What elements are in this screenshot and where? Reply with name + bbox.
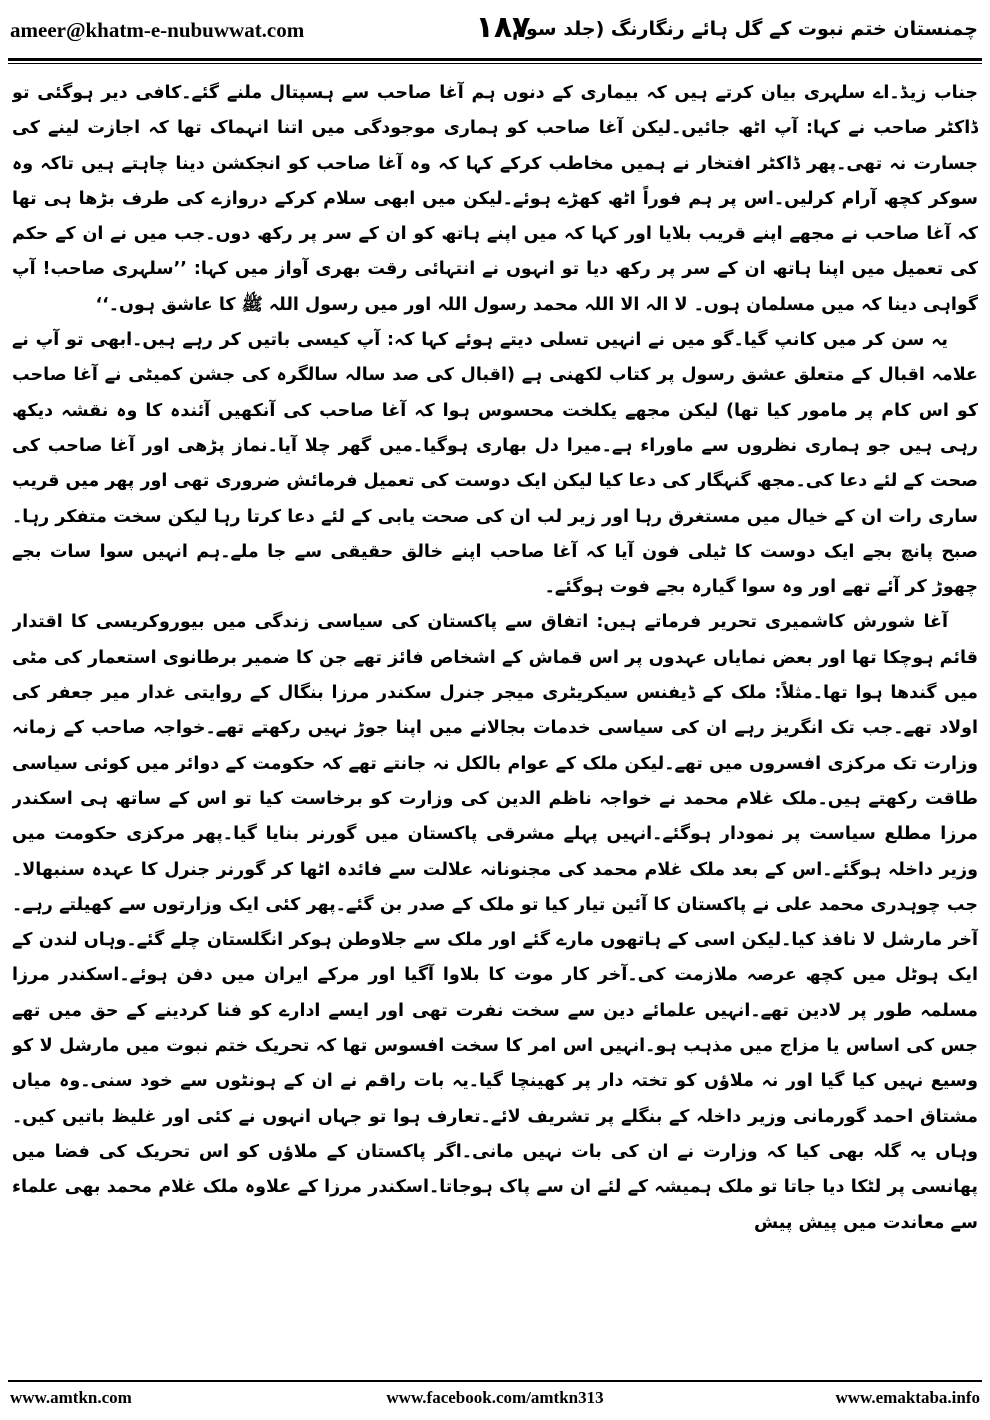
book-title: چمنستان ختم نبوت کے گل ہائے رنگارنگ (جلد سوم: [512, 18, 978, 40]
header-rule-thin: [8, 63, 982, 64]
header-rule: [8, 58, 982, 61]
page-number: ۱۸۷: [475, 10, 531, 45]
page: [8, 8, 982, 1412]
footer-link-emaktaba[interactable]: www.emaktaba.info: [835, 1388, 980, 1407]
footer-link-facebook[interactable]: www.facebook.com/amtkn313: [386, 1388, 604, 1407]
body-text: [12, 76, 978, 1376]
footer-link-amtkn[interactable]: www.amtkn.com: [10, 1388, 132, 1407]
paragraph-2: یہ سن کر میں کانپ گیا۔گو میں نے انہیں تسلی دیتے ہوئے کہا کہ: آپ کیسی باتیں کر رہے ہیں۔ابھی تو آپ نے علامہ اقبال کے متعلق عشق رسول پر کتاب لکھنی ہے (اقبال کی صد سالہ سالگرہ کی جشن کمیٹی نے آغا صاحب کو اس کام پر مامور کیا تھا) لیکن مجھے یکلخت محسوس ہوا کہ آغا صاحب کی آنکھیں آئندہ کا وہ نقشہ دیکھ رہی ہیں جو ہماری نظروں سے ماوراء ہے۔میرا دل بھاری ہوگیا۔میں گھر چلا آیا۔نماز پڑھی اور آغا صاحب کی صحت کے لئے دعا کی۔مجھ گنہگار کی دعا کیا لیکن ایک دوست کی تعمیل فرمائش ضروری تھی اور پھر میں قریب ساری رات ان کے خیال میں مستغرق رہا اور زیر لب ان کی صحت یابی کے لئے دعا کرتا رہا لیکن سخت متفکر رہا۔صبح پانچ بجے ایک دوست کا ٹیلی فون آیا کہ آغا صاحب اپنے خالق حقیقی سے جا ملے۔ہم انہیں سوا سات بجے چھوڑ کر آئے تھے اور وہ سوا گیارہ بجے فوت ہوگئے۔: [12, 330, 978, 598]
header-email: ameer@khatm-e-nubuwwat.com: [10, 18, 305, 42]
paragraph-1: جناب زیڈ۔اے سلہری بیان کرتے ہیں کہ بیماری کے دنوں ہم آغا صاحب سے ہسپتال ملنے گئے۔کافی دیر ہوگئی تو ڈاکٹر صاحب نے کہا: آپ اٹھ جائیں۔لیکن آغا صاحب کو ہماری موجودگی میں اتنا انہماک تھا کہ اجازت لینے کی جسارت نہ تھی۔پھر ڈاکٹر افتخار نے ہمیں مخاطب کرکے کہا کہ وہ آغا صاحب کو انجکشن دینا چاہتے ہیں تاکہ وہ سوکر کچھ آرام کرلیں۔اس پر ہم فوراً اٹھ کھڑے ہوئے۔لیکن میں ابھی سلام کرکے دروازے کی طرف بڑھا ہی تھا کہ آغا صاحب نے مجھے اپنے قریب بلایا اور کہا کہ میں اپنے ہاتھ کو ان کے سر پر رکھ دوں۔جب میں نے ان کے حکم کی تعمیل میں اپنا ہاتھ ان کے سر پر رکھ دیا تو انہوں نے انتہائی رقت بھری آواز میں کہا: ’’سلہری صاحب! آپ گواہی دینا کہ میں مسلمان ہوں۔ لا الہ الا اللہ محمد رسول اللہ اور میں رسول اللہ ﷺ کا عاشق ہوں۔‘‘: [12, 83, 978, 315]
paragraph-3: آغا شورش کاشمیری تحریر فرماتے ہیں: اتفاق سے پاکستان کی سیاسی زندگی میں بیوروکریسی کا اقتدار قائم ہوچکا تھا اور بعض نمایاں عہدوں پر اس قماش کے اشخاص فائز تھے جن کا ضمیر برطانوی استعمار کی مٹی میں گندھا ہوا تھا۔مثلاً: ملک کے ڈیفنس سیکریٹری میجر جنرل سکندر مرزا بنگال کے روایتی غدار میر جعفر کی اولاد تھے۔جب تک انگریز رہے ان کی سیاسی خدمات بجالانے میں اپنا جوڑ نہیں رکھتے تھے۔خواجہ صاحب کے زمانہ وزارت تک مرکزی افسروں میں تھے۔لیکن ملک کے عوام بالکل نہ جانتے تھے کہ حکومت کے دوائر میں کوئی سیاسی طاقت رکھتے ہیں۔ملک غلام محمد نے خواجہ ناظم الدین کی وزارت کو برخاست کیا تو اس کے ساتھ ہی اسکندر مرزا مطلع سیاست پر نمودار ہوگئے۔انہیں پہلے مشرقی پاکستان میں گورنر بنایا گیا۔پھر مرکزی حکومت میں وزیر داخلہ ہوگئے۔اس کے بعد ملک غلام محمد کی مجنونانہ علالت سے فائدہ اٹھا کر گورنر جنرل کا عہدہ سنبھالا۔جب چوہدری محمد علی نے پاکستان کا آئین تیار کیا تو ملک کے صدر بن گئے۔پھر کئی ایک وزارتوں سے کھیلتے رہے۔آخر مارشل لا نافذ کیا۔لیکن اسی کے ہاتھوں مارے گئے اور ملک سے جلاوطن ہوکر انگلستان چلے گئے۔وہاں لندن کے ایک ہوٹل میں کچھ عرصہ ملازمت کی۔آخر کار موت کا بلاوا آگیا اور مرکے ایران میں دفن ہوئے۔اسکندر مرزا مسلمہ طور پر لادین تھے۔انہیں علمائے دین سے سخت نفرت تھی اور ایسے ادارے کو فنا کردینے کے حق میں تھے جس کی اساس یا مزاج میں مذہب ہو۔انہیں اس امر کا سخت افسوس تھا کہ تحریک ختم نبوت میں مارشل لا کو وسیع نہیں کیا گیا اور نہ ملاؤں کو تختہ دار پر کھینچا گیا۔یہ بات راقم نے ان کے ہونٹوں سے خود سنی۔وہ میاں مشتاق احمد گورمانی وزیر داخلہ کے بنگلے پر تشریف لائے۔تعارف ہوا تو جہاں انہوں نے کئی اور غلیظ باتیں کیں۔وہاں یہ گلہ بھی کیا کہ وزارت نے ان کی بات نہیں مانی۔اگر پاکستان کے ملاؤں کو اس تحریک کی فضا میں پھانسی پر لٹکا دیا جاتا تو ملک ہمیشہ کے لئے ان سے پاک ہوجاتا۔اسکندر مرزا کے علاوہ ملک غلام محمد بھی علماء سے معاندت میں پیش پیش: [12, 612, 978, 1233]
page-footer: [8, 1388, 982, 1412]
footer-rule: [8, 1380, 982, 1382]
